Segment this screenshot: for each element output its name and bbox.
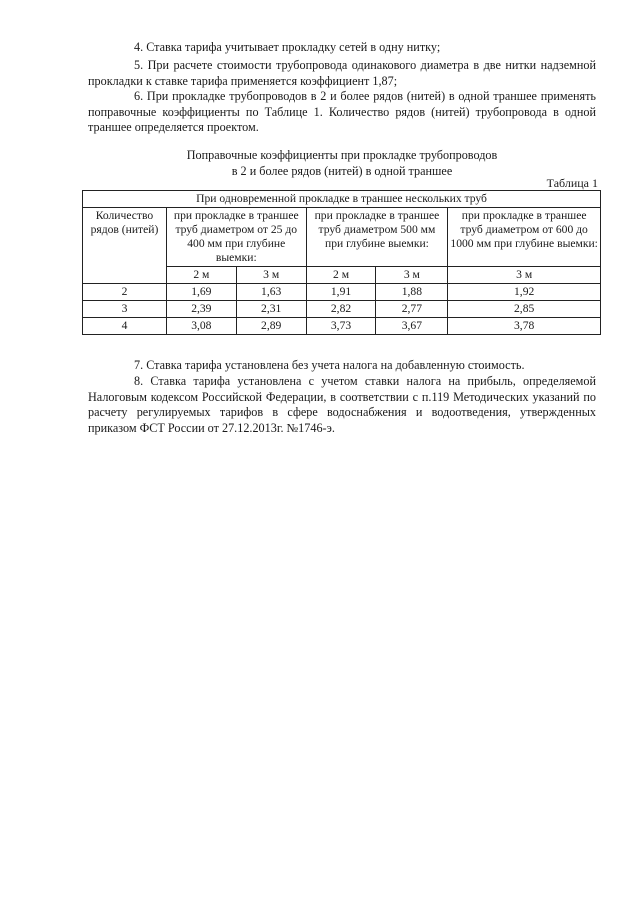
- table-cell: 2,85: [448, 301, 601, 318]
- coefficients-table: [82, 190, 601, 335]
- table-cell: 3,73: [306, 318, 376, 335]
- table-cell: 3,67: [376, 318, 448, 335]
- table-caption-line-1: Поправочные коэффициенты при прокладке трубопроводов: [186, 148, 498, 162]
- column-header-25-400: при прокладке в траншее труб диаметром от 25 до 400 мм при глубине выемки:: [166, 208, 306, 267]
- table-caption: [88, 147, 596, 179]
- table-cell: 1,63: [236, 284, 306, 301]
- depth-header: 2 м: [306, 267, 376, 284]
- paragraph-8-text: 8. Ставка тарифа установлена с учетом ставки налога на прибыль, определяемой Налоговым кодексом Российской Федерации, в соответствии с п.119 Методических указаний по расчету регулируемых тарифов в сфере водоснабжения и водоотведения, утвержденных приказом ФСТ России от 27.12.2013г. №1746-э.: [88, 374, 596, 435]
- table-cell: 1,88: [376, 284, 448, 301]
- depth-header: 3 м: [236, 267, 306, 284]
- table-group-header: При одновременной прокладке в траншее нескольких труб: [83, 191, 601, 208]
- depth-header: 3 м: [376, 267, 448, 284]
- paragraph-8: [88, 374, 596, 436]
- table-number-label: Таблица 1: [546, 176, 598, 190]
- table-column-header-row: [83, 208, 601, 267]
- table-row: [83, 318, 601, 335]
- paragraph-6: [88, 89, 596, 136]
- table-cell: 2,39: [166, 301, 236, 318]
- rows-count-cell: 4: [83, 318, 167, 335]
- table-cell: 2,82: [306, 301, 376, 318]
- rows-count-cell: 3: [83, 301, 167, 318]
- table-cell: 2,31: [236, 301, 306, 318]
- table-row: [83, 301, 601, 318]
- table-row: [83, 284, 601, 301]
- rows-count-cell: 2: [83, 284, 167, 301]
- paragraph-6-text: 6. При прокладке трубопроводов в 2 и более рядов (нитей) в одной траншее применять поправочные коэффициенты по Таблице 1. Количество рядов (нитей) трубопровода в одной траншее определяется проектом.: [88, 89, 596, 134]
- table-cell: 1,92: [448, 284, 601, 301]
- table-cell: 1,69: [166, 284, 236, 301]
- table-caption-line-2: в 2 и более рядов (нитей) в одной траншее: [231, 164, 453, 178]
- table-cell: 3,78: [448, 318, 601, 335]
- table-group-header-row: [83, 191, 601, 208]
- depth-header: 2 м: [166, 267, 236, 284]
- column-header-500: при прокладке в траншее труб диаметром 500 мм при глубине выемки:: [306, 208, 448, 267]
- paragraph-4-text: 4. Ставка тарифа учитывает прокладку сетей в одну нитку;: [134, 40, 441, 54]
- paragraph-7-text: 7. Ставка тарифа установлена без учета налога на добавленную стоимость.: [134, 358, 525, 372]
- table-cell: 2,89: [236, 318, 306, 335]
- paragraph-5: [88, 58, 596, 89]
- column-header-600-1000: при прокладке в траншее труб диаметром от 600 до 1000 мм при глубине выемки:: [448, 208, 601, 267]
- depth-header: 3 м: [448, 267, 601, 284]
- table-cell: 1,91: [306, 284, 376, 301]
- rows-count-header: Количество рядов (нитей): [83, 208, 167, 284]
- table-cell: 3,08: [166, 318, 236, 335]
- paragraph-5-text: 5. При расчете стоимости трубопровода одинакового диаметра в две нитки надземной прокладки к ставке тарифа применяется коэффициент 1,87;: [88, 58, 596, 88]
- paragraph-4: [88, 40, 596, 56]
- table-cell: 2,77: [376, 301, 448, 318]
- paragraph-7: [88, 358, 596, 374]
